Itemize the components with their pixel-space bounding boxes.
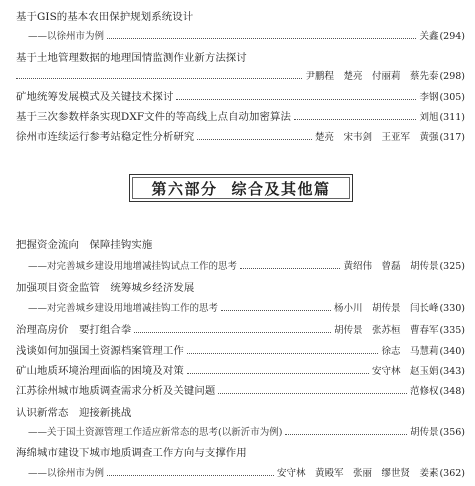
toc-title-row xyxy=(16,8,465,23)
toc-entry xyxy=(16,88,465,103)
toc-page: (340) xyxy=(439,346,465,357)
toc-title: 徐州市连续运行参考站稳定性分析研究 xyxy=(16,131,195,143)
toc-title: 认识新常态 迎接新挑战 xyxy=(16,407,132,419)
toc-page: (348) xyxy=(439,386,465,397)
toc-entry xyxy=(16,362,465,377)
toc-title-row xyxy=(16,279,465,294)
section-banner xyxy=(129,174,353,202)
dot-leader xyxy=(294,119,416,120)
dot-leader xyxy=(221,310,331,311)
toc-page: (343) xyxy=(439,366,465,377)
toc-subtitle: ——以徐州市为例 xyxy=(28,31,105,42)
toc-entry xyxy=(16,108,465,123)
toc-page: (311) xyxy=(439,112,465,123)
toc-title: 把握资金流向 保障挂钩实施 xyxy=(16,239,153,251)
toc-page: (298) xyxy=(439,71,465,82)
toc-title-row xyxy=(16,49,465,64)
dot-leader xyxy=(176,99,416,100)
toc-page: (294) xyxy=(439,31,465,42)
toc-title: 加强项目资金监管 统筹城乡经济发展 xyxy=(16,282,195,294)
toc-subtitle-row xyxy=(16,300,465,314)
toc-subtitle-row xyxy=(16,258,465,272)
toc-authors: 安守林 赵玉娟 xyxy=(371,366,439,377)
toc-title: 基于GIS的基本农田保护规划系统设计 xyxy=(16,11,194,23)
toc-title-row xyxy=(16,444,465,459)
dot-leader xyxy=(16,78,302,79)
section-name: 综合及其他篇 xyxy=(231,179,331,198)
toc-page: (305) xyxy=(439,92,465,103)
toc-authors: 安守林 黄殿军 张丽 缪世贤 姜素 xyxy=(276,468,439,479)
toc-title: 基于三次参数样条实现DXF文件的等高线上点自动加密算法 xyxy=(16,111,292,123)
toc-title: 海绵城市建设下城市地质调查工作方向与支撑作用 xyxy=(16,447,247,459)
toc-subtitle-row xyxy=(16,28,465,42)
toc-title: 矿山地质环境治理面临的困境及对策 xyxy=(16,365,184,377)
toc-authors: 楚亮 宋韦剑 王亚军 黄强 xyxy=(314,132,439,143)
toc-page: (325) xyxy=(439,261,465,272)
toc-subtitle-row xyxy=(16,424,465,438)
toc-page: (335) xyxy=(439,325,465,336)
section-part: 第六部分 xyxy=(151,179,218,198)
toc-title: 基于土地管理数据的地理国情监测作业新方法探讨 xyxy=(16,52,247,64)
toc-title: 治理高房价 要打组合拳 xyxy=(16,324,132,336)
toc-authors: 刘旭 xyxy=(419,112,439,123)
toc-title-row xyxy=(16,236,465,251)
toc-subtitle: ——以徐州市为例 xyxy=(28,468,105,479)
toc-author-row xyxy=(16,68,465,82)
dot-leader xyxy=(240,268,340,269)
toc-entry xyxy=(16,128,465,143)
toc-authors: 杨小川 胡传景 闫长峰 xyxy=(333,303,439,314)
dot-leader xyxy=(285,434,407,435)
toc-authors: 范修权 xyxy=(409,386,439,397)
toc-authors: 胡传景 张苏桓 曹春军 xyxy=(333,325,439,336)
toc-page: (356) xyxy=(439,427,465,438)
toc-page: (362) xyxy=(439,468,465,479)
toc-authors: 尹鹏程 楚亮 付丽莉 蔡先泰 xyxy=(305,71,439,82)
toc-subtitle: ——对完善城乡建设用地增减挂钩工作的思考 xyxy=(28,303,219,314)
toc-subtitle-row xyxy=(16,465,465,479)
toc-authors: 李钢 xyxy=(419,92,439,103)
toc-title-row xyxy=(16,404,465,419)
dot-leader xyxy=(134,332,331,333)
toc-subtitle: ——对完善城乡建设用地增减挂钩试点工作的思考 xyxy=(28,261,238,272)
dot-leader xyxy=(218,393,407,394)
toc-authors: 黄绍伟 曾磊 胡传景 xyxy=(343,261,439,272)
toc-entry xyxy=(16,342,465,357)
dot-leader xyxy=(107,38,416,39)
dot-leader xyxy=(107,475,274,476)
toc-page: (330) xyxy=(439,303,465,314)
dot-leader xyxy=(187,353,379,354)
toc-page: (317) xyxy=(439,132,465,143)
toc-entry xyxy=(16,382,465,397)
toc-title: 浅谈如何加强国土资源档案管理工作 xyxy=(16,345,184,357)
toc-entry xyxy=(16,321,465,336)
toc-title: 矿地统筹发展模式及关键技术探讨 xyxy=(16,91,174,103)
dot-leader xyxy=(187,373,369,374)
toc-authors: 胡传景 xyxy=(409,427,439,438)
toc-authors: 徐志 马慧莉 xyxy=(381,346,439,357)
toc-subtitle: ——关于国土资源管理工作适应新常态的思考(以新沂市为例) xyxy=(28,427,283,438)
toc-title: 江苏徐州城市地质调查需求分析及关键问题 xyxy=(16,385,216,397)
dot-leader xyxy=(197,139,312,140)
toc-authors: 关鑫 xyxy=(419,31,439,42)
